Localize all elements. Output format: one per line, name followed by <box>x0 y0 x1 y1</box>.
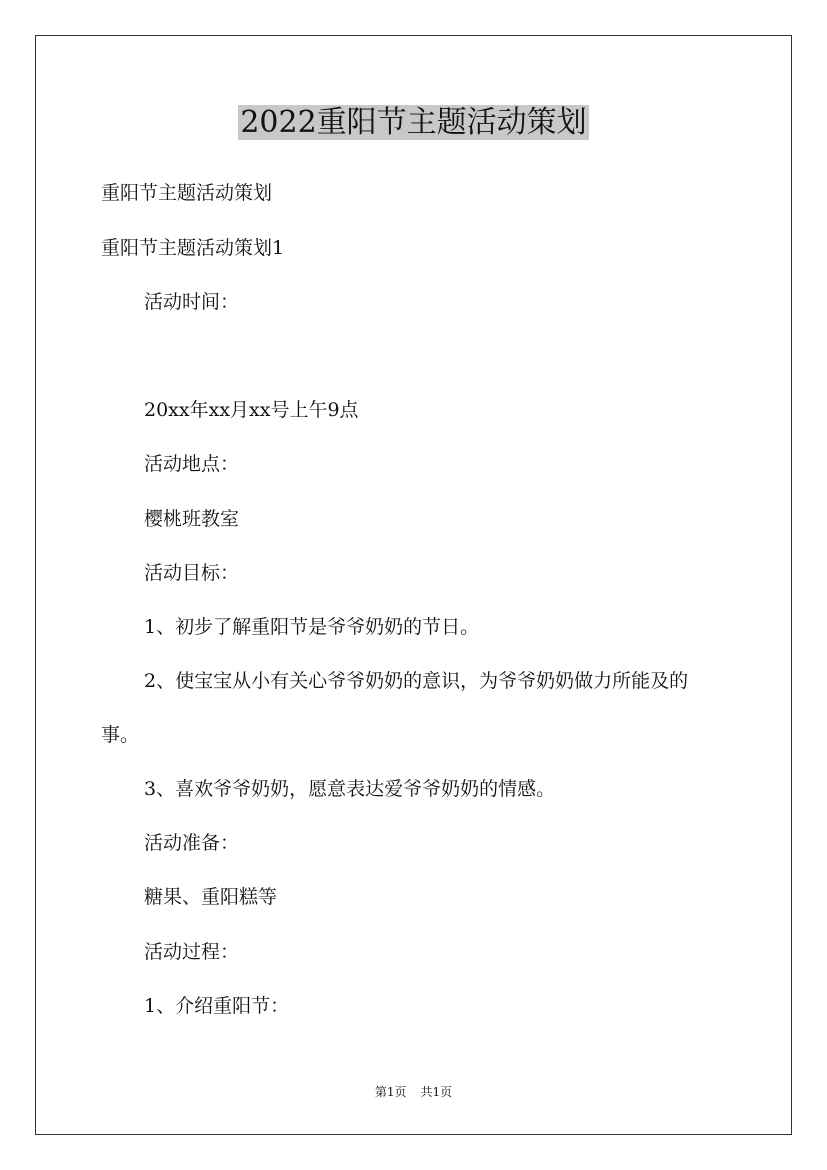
paragraph-line: 1、初步了解重阳节是爷爷奶奶的节日。 <box>144 616 480 638</box>
paragraph-line: 活动过程： <box>144 941 240 963</box>
paragraph-line: 活动准备： <box>144 832 240 854</box>
page-footer <box>0 1083 827 1101</box>
paragraph-line: 活动地点： <box>144 453 240 475</box>
paragraph-line: 1、介绍重阳节： <box>144 995 290 1017</box>
paragraph-line: 活动目标： <box>144 562 240 584</box>
paragraph-line: 糖果、重阳糕等 <box>144 886 278 908</box>
paragraph-line-continued: 事。 <box>101 724 140 746</box>
paragraph-line: 20xx年xx月xx号上午9点 <box>144 399 359 421</box>
document-title <box>0 101 827 145</box>
page-number: 第1页 <box>374 1085 407 1099</box>
section-heading: 重阳节主题活动策划1 <box>101 237 285 259</box>
paragraph-line: 樱桃班教室 <box>144 508 240 530</box>
page-total: 共1页 <box>420 1085 453 1099</box>
paragraph-line: 活动时间： <box>144 291 240 313</box>
paragraph-line: 2、使宝宝从小有关心爷爷奶奶的意识，为爷爷奶奶做力所能及的 <box>144 670 689 692</box>
subtitle-line: 重阳节主题活动策划 <box>101 182 273 204</box>
paragraph-line: 3、喜欢爷爷奶奶，愿意表达爱爷爷奶奶的情感。 <box>144 778 556 800</box>
document-title-text: 2022重阳节主题活动策划 <box>240 105 587 140</box>
